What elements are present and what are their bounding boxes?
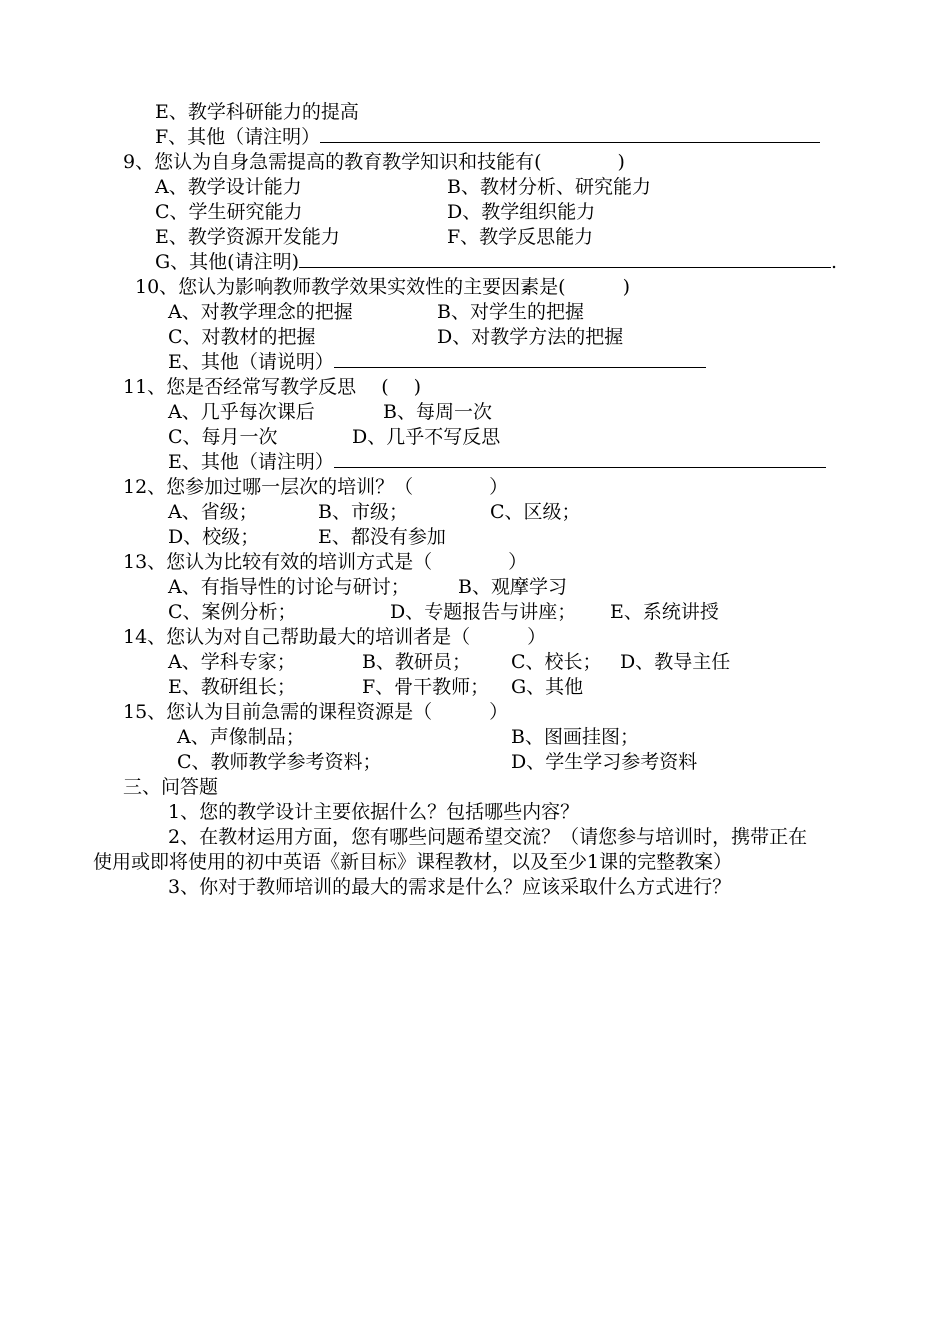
q11-stem: 11、您是否经常写教学反思 ( ) [123, 376, 422, 398]
q9-option-f: F、教学反思能力 [447, 226, 594, 248]
q13-option-e: E、系统讲授 [610, 601, 719, 623]
q8-f-blank[interactable] [320, 126, 820, 143]
q9-option-g-label: G、其他(请注明) [155, 251, 300, 273]
q15-option-c: C、教师教学参考资料； [177, 751, 382, 773]
q14-stem: 14、您认为对自己帮助最大的培训者是（ ） [123, 626, 547, 648]
q12-option-b: B、市级； [318, 501, 408, 523]
q9-g-period: . [831, 251, 838, 273]
q12-option-d: D、校级； [168, 526, 260, 548]
q14-option-c: C、校长； [511, 651, 602, 673]
q13-option-b: B、观摩学习 [458, 576, 567, 598]
q11-option-e-label: E、其他（请注明） [168, 451, 334, 473]
section3-q2-line2: 使用或即将使用的初中英语《新目标》课程教材，以及至少1课的完整教案） [93, 851, 733, 873]
q9-stem: 9、您认为自身急需提高的教育教学知识和技能有( ) [123, 151, 625, 173]
q13-option-c: C、案例分析； [168, 601, 297, 623]
q11-option-c: C、每月一次 [168, 426, 278, 448]
q9-g-blank[interactable] [299, 251, 831, 268]
q9-option-b: B、教材分析、研究能力 [447, 176, 651, 198]
q12-option-a: A、省级； [168, 501, 258, 523]
q13-option-d: D、专题报告与讲座； [390, 601, 577, 623]
section3-q1: 1、您的教学设计主要依据什么？包括哪些内容？ [168, 801, 580, 823]
section3-q3: 3、你对于教师培训的最大的需求是什么？应该采取什么方式进行？ [168, 876, 732, 898]
q13-stem: 13、您认为比较有效的培训方式是（ ） [123, 551, 528, 573]
q14-option-b: B、教研员； [362, 651, 471, 673]
q15-option-a: A、声像制品； [177, 726, 305, 748]
q11-option-b: B、每周一次 [383, 401, 492, 423]
q13-option-a: A、有指导性的讨论与研讨； [168, 576, 410, 598]
q10-option-e-label: E、其他（请说明） [168, 351, 334, 373]
q14-option-f: F、骨干教师； [362, 676, 490, 698]
q14-option-e: E、教研组长； [168, 676, 296, 698]
q9-option-e: E、教学资源开发能力 [155, 226, 340, 248]
q9-option-d: D、教学组织能力 [447, 201, 596, 223]
q10-option-e [168, 350, 706, 374]
q10-option-c: C、对教材的把握 [168, 326, 316, 348]
section3-title: 三、问答题 [123, 776, 219, 798]
q11-option-d: D、几乎不写反思 [352, 426, 501, 448]
q11-e-blank[interactable] [334, 451, 826, 468]
q12-stem: 12、您参加过哪一层次的培训？（ ） [123, 476, 509, 498]
q8-option-e: E、教学科研能力的提高 [155, 101, 359, 123]
q14-option-g: G、其他 [511, 676, 584, 698]
q8-option-f [155, 125, 820, 149]
q12-option-e: E、都没有参加 [318, 526, 446, 548]
q15-option-d: D、学生学习参考资料 [511, 751, 698, 773]
q15-stem: 15、您认为目前急需的课程资源是（ ） [123, 701, 509, 723]
q11-option-a: A、几乎每次课后 [168, 401, 315, 423]
q12-option-c: C、区级； [490, 501, 581, 523]
q11-option-e [168, 450, 826, 474]
q9-option-g [155, 250, 837, 274]
q10-e-blank[interactable] [334, 351, 706, 368]
q9-option-a: A、教学设计能力 [155, 176, 302, 198]
q15-option-b: B、图画挂图； [511, 726, 639, 748]
q14-option-a: A、学科专家； [168, 651, 296, 673]
q10-option-a: A、对教学理念的把握 [168, 301, 353, 323]
q10-option-d: D、对教学方法的把握 [437, 326, 624, 348]
section3-q2-line1: 2、在教材运用方面，您有哪些问题希望交流？（请您参与培训时，携带正在 [168, 826, 808, 848]
q10-option-b: B、对学生的把握 [437, 301, 584, 323]
q9-option-c: C、学生研究能力 [155, 201, 303, 223]
q8-option-f-label: F、其他（请注明） [155, 126, 321, 148]
q10-stem: 10、您认为影响教师教学效果实效性的主要因素是( ) [135, 276, 631, 298]
q14-option-d: D、教导主任 [620, 651, 731, 673]
